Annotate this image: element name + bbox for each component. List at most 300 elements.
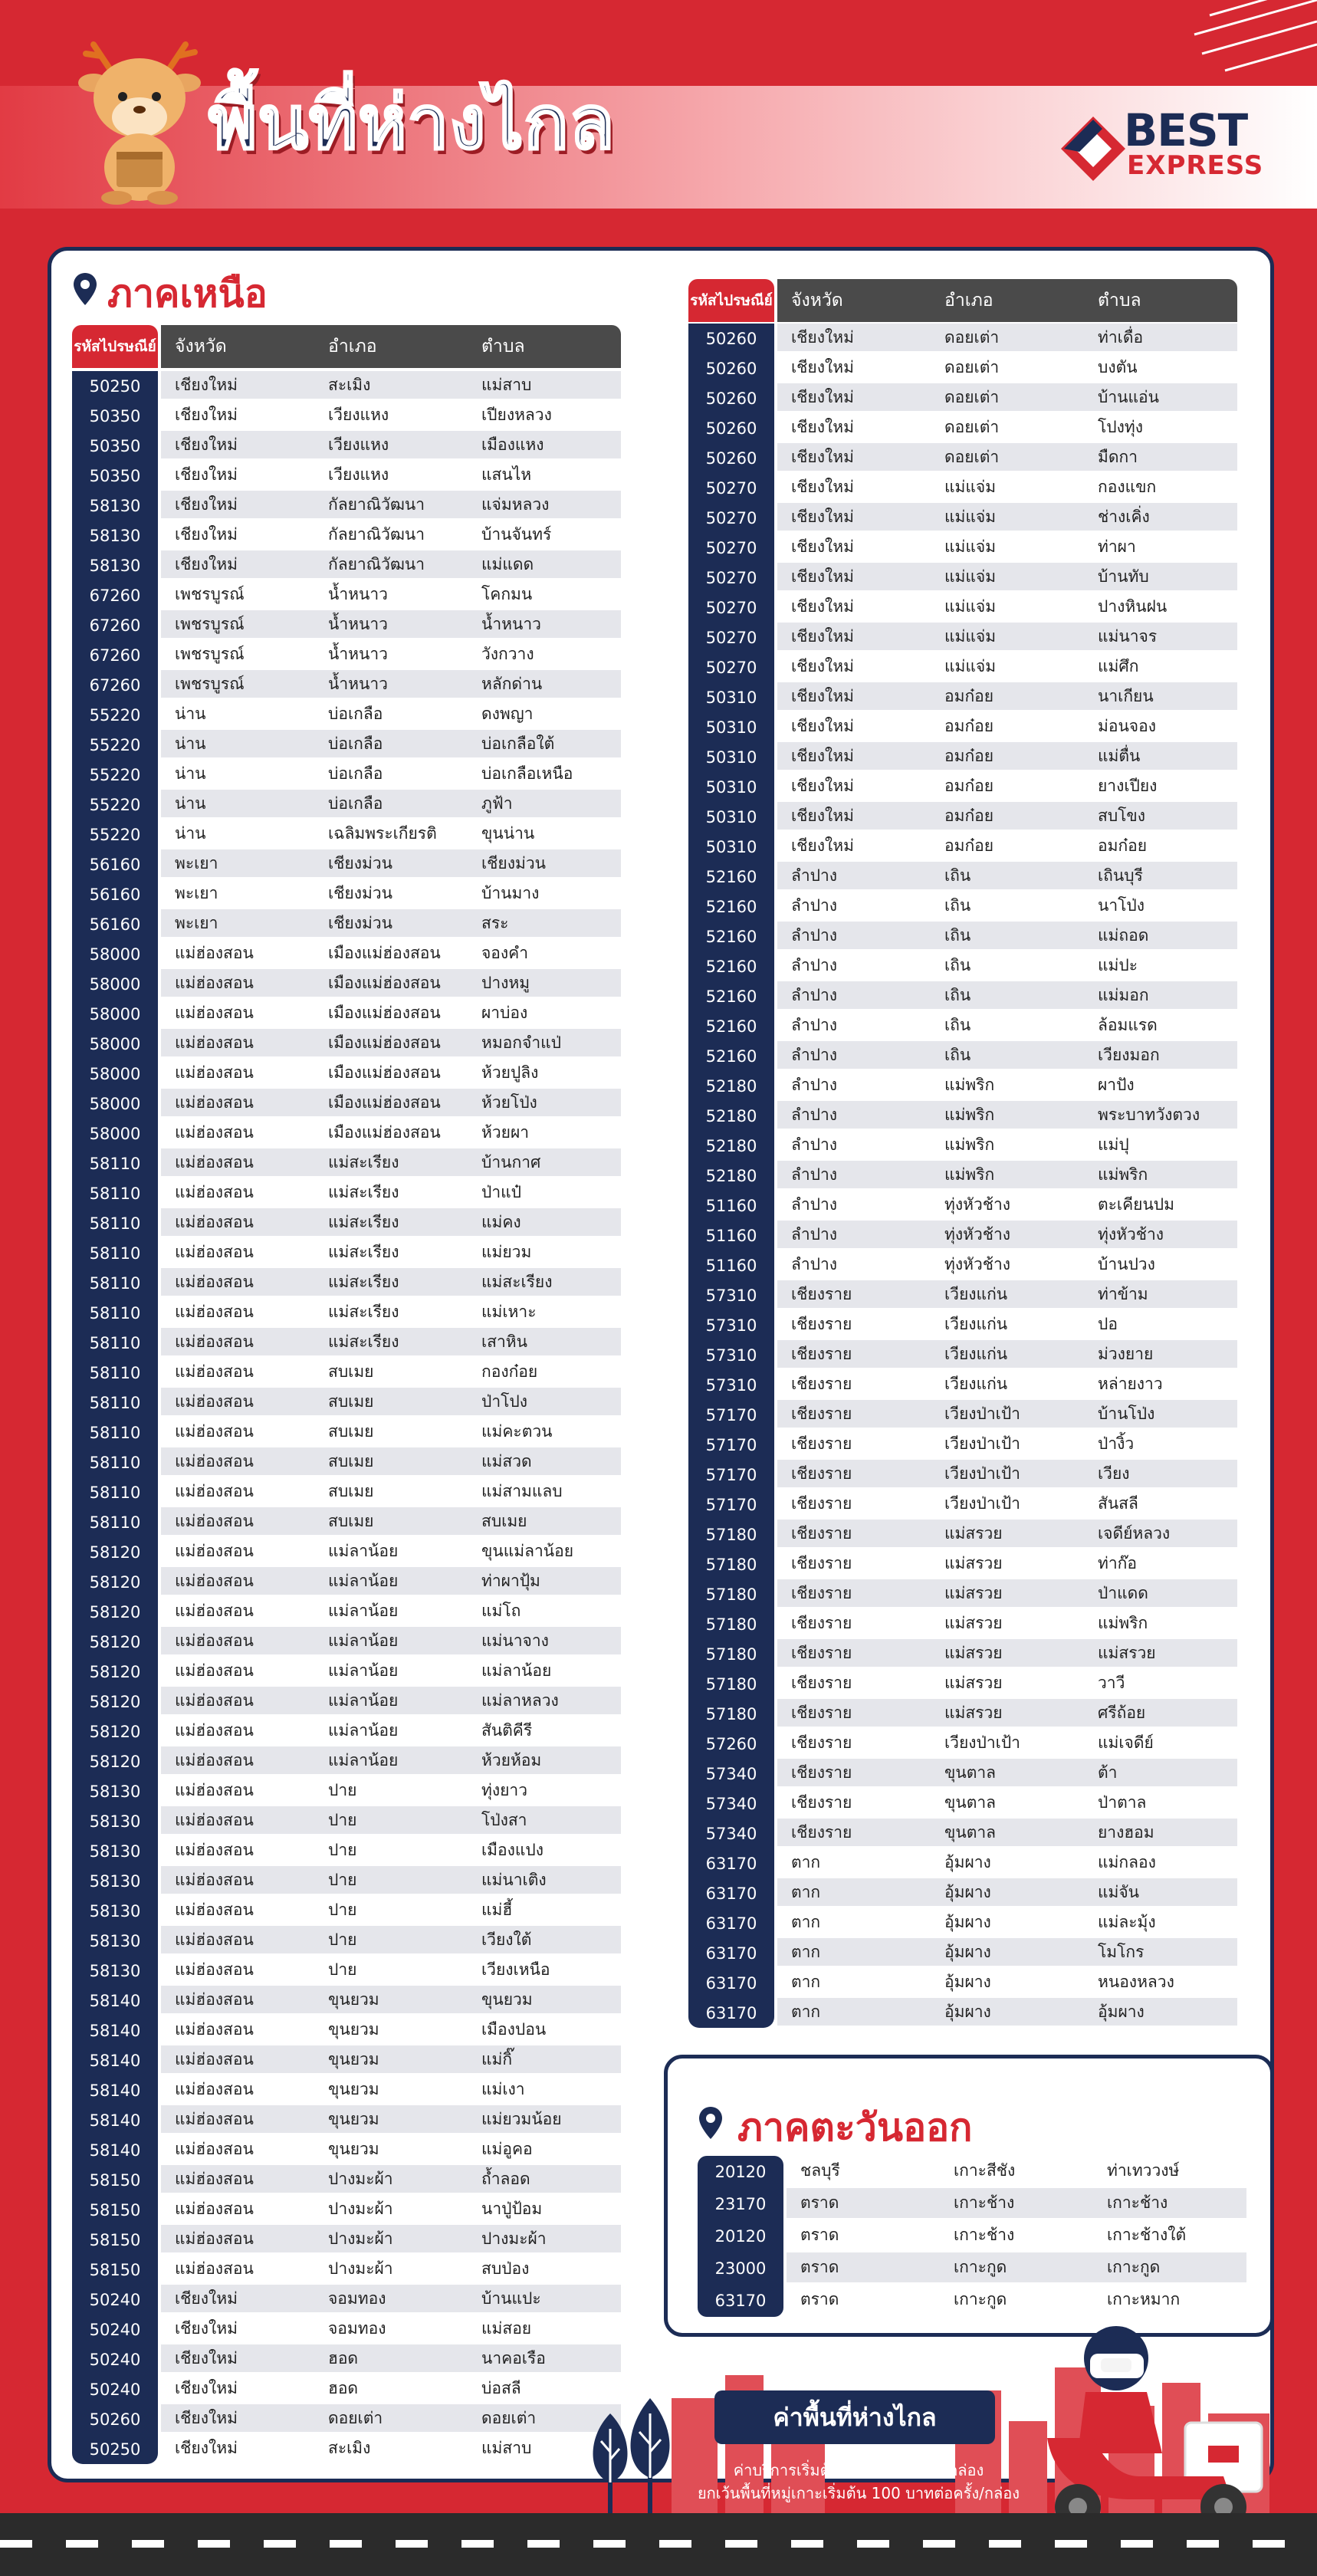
district-cell: กัลยาณิวัฒนา bbox=[328, 554, 425, 573]
subdistrict-cell: น้ำหนาว bbox=[481, 614, 541, 633]
province-cell: เพชรบูรณ์ bbox=[175, 614, 245, 633]
subdistrict-cell: ห้วยผา bbox=[481, 1122, 530, 1142]
table-row bbox=[161, 820, 621, 849]
postcode-cell: 51160 bbox=[705, 1226, 757, 1245]
table-row bbox=[777, 1908, 1237, 1938]
table-row bbox=[161, 2016, 621, 2045]
province-cell: แม่ฮ่องสอน bbox=[175, 2259, 254, 2278]
province-cell: แม่ฮ่องสอน bbox=[175, 1092, 254, 1112]
subdistrict-cell: ปางมะผ้า bbox=[481, 2229, 547, 2248]
district-cell: แม่สะเรียง bbox=[328, 1182, 399, 1201]
postcode-cell: 57180 bbox=[705, 1525, 757, 1544]
postcode-cell: 50350 bbox=[89, 466, 141, 485]
province-cell: แม่ฮ่องสอน bbox=[175, 1691, 254, 1710]
province-cell: เชียงราย bbox=[791, 1673, 852, 1692]
postcode-cell: 20120 bbox=[714, 2227, 767, 2246]
east-section-title: ภาคตะวันออก bbox=[737, 2105, 973, 2150]
postcode-cell: 58140 bbox=[89, 2111, 141, 2130]
district-cell: อมก๋อย bbox=[944, 716, 994, 735]
subdistrict-cell: แม่แดด bbox=[481, 554, 534, 573]
district-cell: เชียงม่วน bbox=[328, 883, 392, 902]
province-cell: เชียงใหม่ bbox=[791, 477, 854, 496]
postcode-cell: 57340 bbox=[705, 1824, 757, 1843]
subdistrict-cell: ขุนน่าน bbox=[481, 823, 535, 843]
postcode-cell: 58110 bbox=[89, 1513, 141, 1532]
table-row bbox=[161, 2225, 621, 2255]
north-right-table-header bbox=[688, 279, 1237, 322]
table-row bbox=[161, 580, 621, 610]
subdistrict-cell: แม่ละมุ้ง bbox=[1098, 1912, 1156, 1931]
subdistrict-cell: บ้านมาง bbox=[481, 883, 540, 902]
postcode-cell: 57180 bbox=[705, 1555, 757, 1574]
district-cell: แม่พริก bbox=[944, 1075, 995, 1094]
subdistrict-cell: หล่ายงาว bbox=[1098, 1374, 1163, 1393]
table-row bbox=[777, 1699, 1237, 1729]
district-cell: เวียงแหง bbox=[328, 465, 389, 484]
district-cell: ขุนตาล bbox=[944, 1763, 997, 1782]
table-row bbox=[161, 1866, 621, 1896]
province-cell: ลำปาง bbox=[791, 1105, 838, 1124]
province-cell: ตาก bbox=[791, 1912, 821, 1931]
province-cell: เชียงราย bbox=[791, 1792, 852, 1812]
table-row bbox=[777, 623, 1237, 652]
province-cell: เชียงราย bbox=[791, 1763, 852, 1782]
postcode-cell: 52160 bbox=[705, 897, 757, 916]
subdistrict-cell: ตะเคียนปม bbox=[1098, 1194, 1174, 1214]
district-cell: ขุนยวม bbox=[328, 2019, 379, 2039]
postcode-cell: 67260 bbox=[89, 675, 141, 695]
district-cell: สะเมิง bbox=[328, 375, 371, 394]
province-cell: เชียงใหม่ bbox=[791, 656, 854, 675]
table-row bbox=[161, 1687, 621, 1717]
table-row bbox=[161, 1537, 621, 1567]
subdistrict-cell: โป่งสา bbox=[481, 1810, 527, 1829]
header-rest bbox=[777, 279, 1237, 322]
province-cell: เชียงใหม่ bbox=[791, 806, 854, 825]
district-cell: แม่แจ่ม bbox=[944, 477, 997, 496]
district-cell: ขุนยวม bbox=[328, 2049, 379, 2068]
table-row bbox=[161, 1208, 621, 1238]
subdistrict-cell: สันติคีรี bbox=[481, 1720, 533, 1740]
subdistrict-cell: แม่นาจร bbox=[1098, 626, 1158, 646]
subdistrict-cell: ท่าก๊อ bbox=[1098, 1553, 1137, 1572]
province-cell: เชียงใหม่ bbox=[175, 2438, 238, 2457]
province-cell: เชียงใหม่ bbox=[791, 567, 854, 586]
province-cell: ลำปาง bbox=[791, 1224, 838, 1244]
postcode-cell: 58120 bbox=[89, 1572, 141, 1592]
table-row bbox=[787, 2188, 1246, 2220]
district-cell: แม่ลาน้อย bbox=[328, 1571, 399, 1590]
subdistrict-cell: สบป่อง bbox=[481, 2259, 530, 2278]
table-row bbox=[777, 1520, 1237, 1549]
province-cell: แม่ฮ่องสอน bbox=[175, 1451, 254, 1470]
district-cell: อุ้มผาง bbox=[944, 1852, 991, 1871]
province-cell: แม่ฮ่องสอน bbox=[175, 1990, 254, 2009]
province-cell: แม่ฮ่องสอน bbox=[175, 2079, 254, 2098]
district-cell: เกาะกูด bbox=[954, 2290, 1007, 2308]
table-row bbox=[161, 1238, 621, 1268]
district-cell: อุ้มผาง bbox=[944, 1882, 991, 1901]
district-cell: ทุ่งหัวช้าง bbox=[944, 1254, 1011, 1273]
postcode-cell: 58140 bbox=[89, 2081, 141, 2100]
subdistrict-cell: บ้านทับ bbox=[1098, 567, 1149, 586]
postcode-cell: 58120 bbox=[89, 1602, 141, 1622]
postcode-cell: 52160 bbox=[705, 987, 757, 1006]
subdistrict-cell: ดงพญา bbox=[481, 704, 534, 723]
subdistrict-cell: แม่กิ๊ bbox=[481, 2049, 513, 2068]
table-row bbox=[777, 1848, 1237, 1878]
province-cell: เชียงราย bbox=[791, 1434, 852, 1453]
table-row bbox=[161, 1328, 621, 1358]
district-cell: เวียงป่าเป้า bbox=[944, 1493, 1020, 1513]
district-cell: ขุนยวม bbox=[328, 1990, 379, 2009]
subdistrict-cell: แจ่มหลวง bbox=[481, 495, 550, 514]
district-cell: อุ้มผาง bbox=[944, 1912, 991, 1931]
province-cell: ลำปาง bbox=[791, 866, 838, 885]
province-cell: เชียงใหม่ bbox=[791, 357, 854, 376]
subdistrict-cell: ผาปัง bbox=[1098, 1075, 1135, 1094]
district-cell: เถิน bbox=[944, 985, 971, 1004]
postcode-cell: 58000 bbox=[89, 1124, 141, 1143]
district-cell: เวียงป่าเป้า bbox=[944, 1733, 1020, 1752]
table-row bbox=[161, 1776, 621, 1806]
subdistrict-cell: เชียงม่วน bbox=[481, 853, 546, 872]
district-cell: ปาย bbox=[328, 1960, 357, 1979]
district-cell: สบเมย bbox=[328, 1451, 374, 1470]
province-cell: แม่ฮ่องสอน bbox=[175, 2139, 254, 2158]
postcode-cell: 51160 bbox=[705, 1256, 757, 1275]
subdistrict-cell: สบโขง bbox=[1098, 806, 1146, 825]
district-cell: จอมทอง bbox=[328, 2318, 386, 2338]
postcode-cell: 50240 bbox=[89, 2290, 141, 2309]
subdistrict-cell: ภูฟ้า bbox=[481, 794, 513, 813]
district-cell: แม่แจ่ม bbox=[944, 567, 997, 586]
province-cell: เชียงราย bbox=[791, 1523, 852, 1543]
province-cell: ลำปาง bbox=[791, 895, 838, 915]
table-row bbox=[161, 2135, 621, 2165]
subdistrict-cell: ผาบ่อง bbox=[481, 1003, 528, 1022]
subdistrict-cell: ปางหินฝน bbox=[1098, 596, 1168, 616]
table-row bbox=[161, 2374, 621, 2404]
province-cell: ชลบุรี bbox=[800, 2161, 840, 2180]
subdistrict-cell: แม่ถอด bbox=[1098, 925, 1149, 945]
district-cell: เถิน bbox=[944, 925, 971, 945]
postcode-cell: 57180 bbox=[705, 1704, 757, 1723]
postcode-cell: 50310 bbox=[705, 807, 757, 826]
province-cell: แม่ฮ่องสอน bbox=[175, 2019, 254, 2039]
province-cell: เชียงใหม่ bbox=[791, 327, 854, 347]
subdistrict-cell: โปงทุ่ง bbox=[1098, 417, 1143, 436]
district-cell: เวียงแหง bbox=[328, 435, 389, 454]
district-cell: แม่สรวย bbox=[944, 1523, 1003, 1543]
district-cell: แม่สรวย bbox=[944, 1703, 1003, 1722]
district-cell: กัลยาณิวัฒนา bbox=[328, 524, 425, 544]
subdistrict-cell: หมอกจำแป่ bbox=[481, 1033, 561, 1052]
postcode-cell: 57180 bbox=[705, 1644, 757, 1664]
postcode-cell: 58130 bbox=[89, 1782, 141, 1801]
table-row bbox=[161, 401, 621, 431]
postcode-cell: 50310 bbox=[705, 837, 757, 856]
province-cell: เชียงใหม่ bbox=[175, 2318, 238, 2338]
postcode-cell: 58000 bbox=[89, 974, 141, 994]
district-cell: แม่สรวย bbox=[944, 1553, 1003, 1572]
district-cell: แม่ลาน้อย bbox=[328, 1750, 399, 1769]
province-cell: เชียงใหม่ bbox=[791, 716, 854, 735]
district-cell: แม่สรวย bbox=[944, 1673, 1003, 1692]
province-cell: เชียงใหม่ bbox=[175, 2348, 238, 2367]
page-title: พื้นที่ห่างไกล bbox=[209, 80, 616, 166]
district-cell: แม่ลาน้อย bbox=[328, 1720, 399, 1740]
postcode-cell: 55220 bbox=[89, 795, 141, 814]
subdistrict-cell: ต้า bbox=[1098, 1763, 1118, 1782]
district-cell: เถิน bbox=[944, 1015, 971, 1034]
table-row bbox=[777, 1310, 1237, 1340]
postcode-cell: 63170 bbox=[705, 1914, 757, 1933]
province-cell: เชียงใหม่ bbox=[175, 375, 238, 394]
province-cell: แม่ฮ่องสอน bbox=[175, 1122, 254, 1142]
district-cell: ปางมะผ้า bbox=[328, 2199, 393, 2218]
subdistrict-cell: แม่สามแลบ bbox=[481, 1481, 563, 1500]
subdistrict-cell: ถ้ำลอด bbox=[481, 2169, 530, 2188]
table-row bbox=[777, 1639, 1237, 1669]
province-cell: ลำปาง bbox=[791, 1165, 838, 1184]
subdistrict-cell: อุ้มผาง bbox=[1098, 2002, 1145, 2021]
table-row bbox=[161, 610, 621, 640]
district-cell: กัลยาณิวัฒนา bbox=[328, 495, 425, 514]
district-cell: เมืองแม่ฮ่องสอน bbox=[328, 1033, 441, 1052]
subdistrict-cell: แม่ศึก bbox=[1098, 656, 1139, 675]
table-row bbox=[777, 742, 1237, 772]
district-cell: เกาะช้าง bbox=[954, 2193, 1015, 2212]
table-row bbox=[777, 1579, 1237, 1609]
north-section-title: ภาคเหนือ bbox=[107, 271, 268, 316]
district-cell: ทุ่งหัวช้าง bbox=[944, 1224, 1011, 1244]
province-cell: ตาก bbox=[791, 1882, 821, 1901]
table-row bbox=[161, 909, 621, 939]
table-row bbox=[161, 1059, 621, 1089]
postcode-cell: 50310 bbox=[705, 718, 757, 737]
table-row bbox=[777, 1729, 1237, 1759]
district-cell: บ่อเกลือ bbox=[328, 764, 383, 783]
postcode-cell: 58130 bbox=[89, 1961, 141, 1980]
postcode-cell: 55220 bbox=[89, 735, 141, 754]
district-cell: เมืองแม่ฮ่องสอน bbox=[328, 1003, 441, 1022]
subdistrict-cell: แสนไห bbox=[481, 465, 532, 484]
province-cell: เชียงใหม่ bbox=[791, 686, 854, 705]
table-row bbox=[161, 640, 621, 670]
district-cell: แม่ลาน้อย bbox=[328, 1541, 399, 1560]
district-cell: ดอยเต่า bbox=[944, 357, 1000, 376]
table-row bbox=[161, 1089, 621, 1119]
table-row bbox=[777, 324, 1237, 353]
table-row bbox=[161, 1029, 621, 1059]
table-row bbox=[777, 1041, 1237, 1071]
table-row bbox=[161, 1597, 621, 1627]
table-row bbox=[161, 1956, 621, 1986]
province-cell: แม่ฮ่องสอน bbox=[175, 1272, 254, 1291]
subdistrict-cell: แม่สาบ bbox=[481, 375, 532, 394]
postcode-cell: 57310 bbox=[705, 1346, 757, 1365]
table-row bbox=[777, 1878, 1237, 1908]
district-cell: แม่สรวย bbox=[944, 1583, 1003, 1602]
district-cell: ฮอด bbox=[328, 2378, 359, 2397]
subdistrict-cell: ท่าผาปุ้ม bbox=[481, 1571, 540, 1590]
district-cell: แม่สะเรียง bbox=[328, 1242, 399, 1261]
province-cell: พะเยา bbox=[175, 853, 218, 872]
table-row bbox=[777, 1370, 1237, 1400]
postcode-cell: 57310 bbox=[705, 1286, 757, 1305]
table-row bbox=[161, 1567, 621, 1597]
province-cell: แม่ฮ่องสอน bbox=[175, 973, 254, 992]
district-cell: แม่พริก bbox=[944, 1135, 995, 1154]
district-cell: จอมทอง bbox=[328, 2288, 386, 2308]
table-row bbox=[777, 862, 1237, 892]
postcode-cell: 57180 bbox=[705, 1615, 757, 1634]
postcode-cell: 50270 bbox=[705, 628, 757, 647]
province-cell: เชียงใหม่ bbox=[791, 746, 854, 765]
north-left-code-column bbox=[72, 371, 158, 2464]
postcode-cell: 50240 bbox=[89, 2380, 141, 2399]
province-cell: แม่ฮ่องสอน bbox=[175, 1960, 254, 1979]
province-cell: แม่ฮ่องสอน bbox=[175, 1362, 254, 1381]
subdistrict-cell: แม่คง bbox=[481, 1212, 521, 1231]
delivery-scooter-icon bbox=[1032, 2323, 1277, 2545]
district-cell: อมก๋อย bbox=[944, 746, 994, 765]
subdistrict-cell: ปอ bbox=[1098, 1314, 1118, 1333]
table-row bbox=[161, 491, 621, 521]
province-cell: แม่ฮ่องสอน bbox=[175, 1661, 254, 1680]
subdistrict-cell: นาคอเรือ bbox=[481, 2348, 546, 2367]
district-cell: ปางมะผ้า bbox=[328, 2229, 393, 2248]
province-cell: แม่ฮ่องสอน bbox=[175, 1750, 254, 1769]
subdistrict-cell: ม่วงยาย bbox=[1098, 1344, 1154, 1363]
table-row bbox=[161, 2045, 621, 2075]
district-cell: แม่ลาน้อย bbox=[328, 1691, 399, 1710]
province-cell: เชียงใหม่ bbox=[175, 2408, 238, 2427]
subdistrict-cell: ล้อมแรด bbox=[1098, 1015, 1158, 1034]
postcode-cell: 56160 bbox=[89, 915, 141, 934]
province-cell: ลำปาง bbox=[791, 1045, 838, 1064]
postcode-cell: 52180 bbox=[705, 1106, 757, 1125]
table-row bbox=[161, 1388, 621, 1418]
province-cell: เชียงราย bbox=[791, 1822, 852, 1842]
province-cell: เชียงใหม่ bbox=[791, 776, 854, 795]
table-row bbox=[161, 790, 621, 820]
district-cell: เกาะกูด bbox=[954, 2258, 1007, 2276]
district-cell: ฮอด bbox=[328, 2348, 359, 2367]
table-row bbox=[777, 383, 1237, 413]
district-cell: แม่พริก bbox=[944, 1165, 995, 1184]
table-row bbox=[777, 353, 1237, 383]
province-cell: เชียงใหม่ bbox=[791, 447, 854, 466]
province-cell: เชียงใหม่ bbox=[175, 405, 238, 424]
postcode-cell: 58000 bbox=[89, 1034, 141, 1053]
postcode-cell: 58130 bbox=[89, 1812, 141, 1831]
postcode-cell: 58150 bbox=[89, 2200, 141, 2220]
province-cell: แม่ฮ่องสอน bbox=[175, 1392, 254, 1411]
district-cell: ดอยเต่า bbox=[944, 417, 1000, 436]
subdistrict-cell: วังกวาง bbox=[481, 644, 534, 663]
subdistrict-cell: บ่อเกลือใต้ bbox=[481, 734, 555, 753]
table-row bbox=[777, 1191, 1237, 1221]
district-cell: แม่สะเรียง bbox=[328, 1302, 399, 1321]
province-cell: แม่ฮ่องสอน bbox=[175, 2229, 254, 2248]
table-row bbox=[161, 2404, 621, 2434]
province-cell: เชียงใหม่ bbox=[175, 2378, 238, 2397]
postcode-cell: 50270 bbox=[705, 598, 757, 617]
subdistrict-cell: พระบาทวังตวง bbox=[1098, 1105, 1200, 1124]
postcode-cell: 58140 bbox=[89, 2051, 141, 2070]
district-cell: อมก๋อย bbox=[944, 776, 994, 795]
subdistrict-cell: ช่างเคิ่ง bbox=[1098, 507, 1150, 526]
postcode-cell: 63170 bbox=[705, 1854, 757, 1873]
district-cell: แม่สะเรียง bbox=[328, 1152, 399, 1171]
district-cell: เชียงม่วน bbox=[328, 853, 392, 872]
best-express-logo bbox=[1056, 104, 1279, 186]
subdistrict-cell: เมืองแหง bbox=[481, 435, 544, 454]
subdistrict-cell: แม่สวด bbox=[481, 1451, 532, 1470]
district-cell: เวียงแก่น bbox=[944, 1374, 1008, 1393]
postcode-cell: 57180 bbox=[705, 1585, 757, 1604]
province-cell: เชียงใหม่ bbox=[791, 507, 854, 526]
table-row bbox=[777, 1131, 1237, 1161]
province-cell: ลำปาง bbox=[791, 1254, 838, 1273]
district-cell: สบเมย bbox=[328, 1362, 374, 1381]
district-cell: แม่แจ่ม bbox=[944, 596, 997, 616]
subdistrict-cell: เถินบุรี bbox=[1098, 866, 1143, 885]
header-province: จังหวัด bbox=[175, 337, 227, 356]
province-cell: เชียงใหม่ bbox=[791, 836, 854, 855]
subdistrict-cell: จองคำ bbox=[481, 943, 529, 962]
district-cell: เมืองแม่ฮ่องสอน bbox=[328, 1122, 441, 1142]
table-row bbox=[161, 1298, 621, 1328]
postcode-cell: 56160 bbox=[89, 885, 141, 904]
subdistrict-cell: นาปู่ป้อม bbox=[481, 2199, 543, 2218]
postcode-cell: 58120 bbox=[89, 1752, 141, 1771]
north-left-table-header bbox=[72, 325, 621, 368]
postcode-cell: 63170 bbox=[714, 2292, 767, 2310]
postcode-cell: 50270 bbox=[705, 538, 757, 557]
postcode-cell: 58120 bbox=[89, 1632, 141, 1651]
table-row bbox=[161, 879, 621, 909]
postcode-cell: 63170 bbox=[705, 1973, 757, 1993]
table-row bbox=[777, 1490, 1237, 1520]
postcode-cell: 58140 bbox=[89, 2141, 141, 2160]
deer-mascot-icon bbox=[71, 37, 209, 205]
province-cell: แม่ฮ่องสอน bbox=[175, 943, 254, 962]
table-row bbox=[787, 2252, 1246, 2285]
postcode-cell: 50260 bbox=[705, 449, 757, 468]
province-cell: เพชรบูรณ์ bbox=[175, 644, 245, 663]
postcode-cell: 52160 bbox=[705, 867, 757, 886]
province-cell: แม่ฮ่องสอน bbox=[175, 1063, 254, 1082]
district-cell: บ่อเกลือ bbox=[328, 794, 383, 813]
district-cell: ปาย bbox=[328, 1780, 357, 1799]
district-cell: น้ำหนาว bbox=[328, 584, 388, 603]
district-cell: แม่แจ่ม bbox=[944, 507, 997, 526]
district-cell: อมก๋อย bbox=[944, 836, 994, 855]
postcode-cell: 58120 bbox=[89, 1722, 141, 1741]
district-cell: ดอยเต่า bbox=[944, 387, 1000, 406]
province-cell: แม่ฮ่องสอน bbox=[175, 1332, 254, 1351]
province-cell: ลำปาง bbox=[791, 1075, 838, 1094]
subdistrict-cell: ป่างิ้ว bbox=[1098, 1434, 1135, 1453]
postcode-cell: 58120 bbox=[89, 1662, 141, 1681]
province-cell: แม่ฮ่องสอน bbox=[175, 1302, 254, 1321]
postcode-cell: 52180 bbox=[705, 1166, 757, 1185]
subdistrict-cell: ท่าข้าม bbox=[1098, 1284, 1148, 1303]
postcode-cell: 58000 bbox=[89, 1094, 141, 1113]
